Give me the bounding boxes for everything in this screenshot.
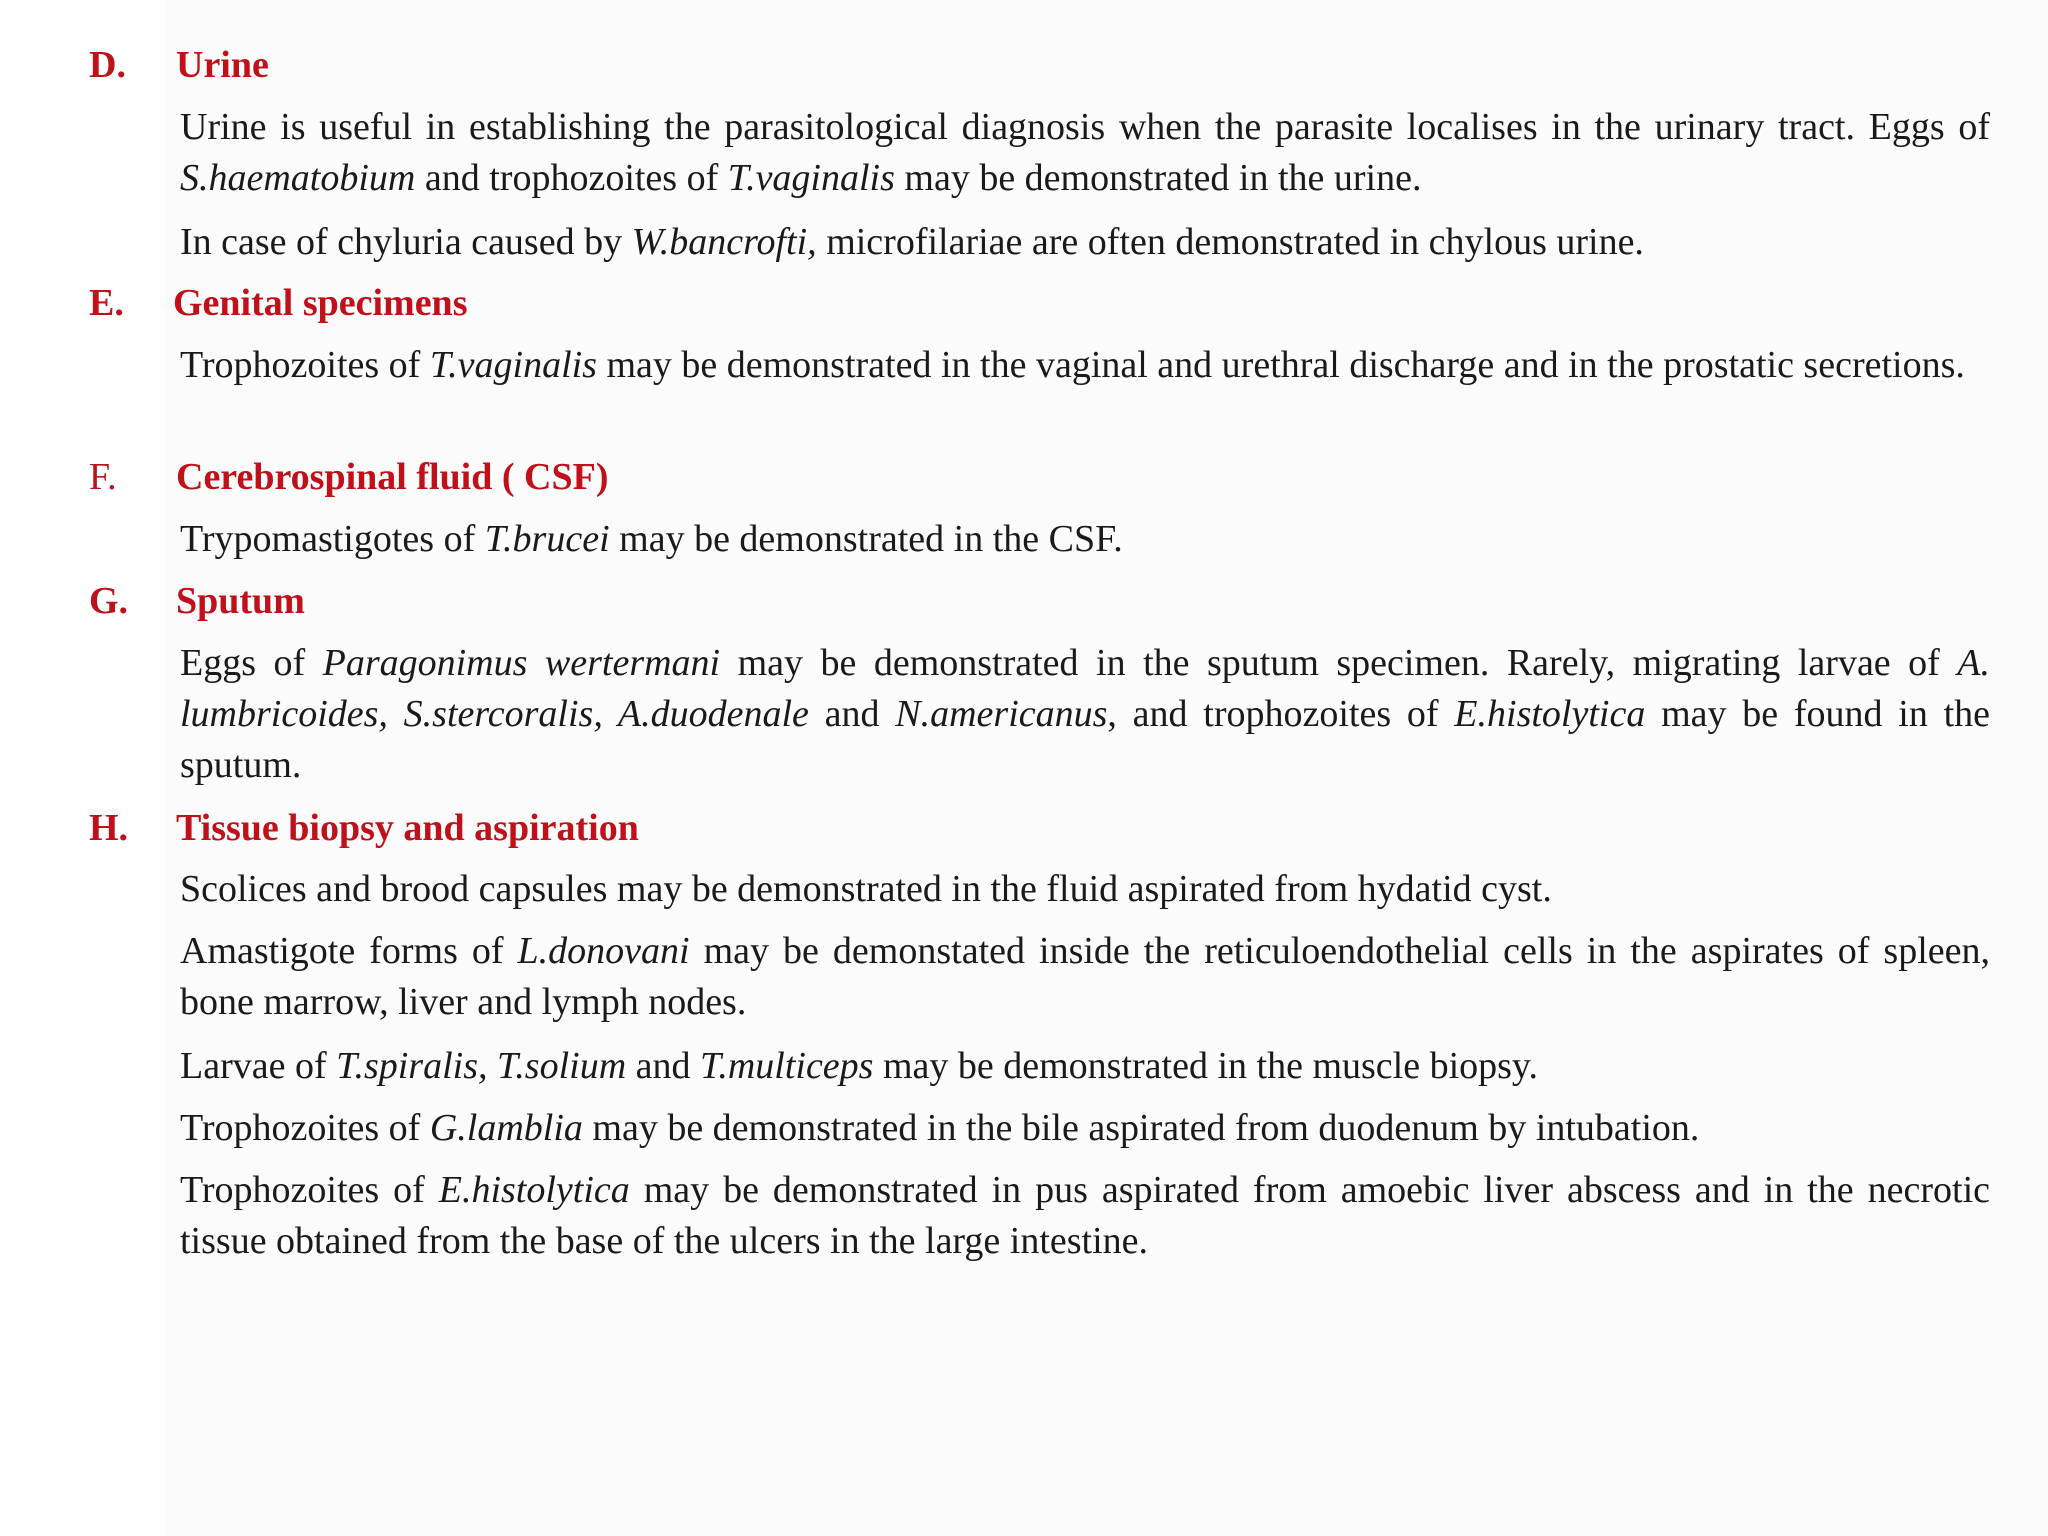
section-letter: E. xyxy=(89,282,124,324)
text-run: Trophozoites of xyxy=(180,344,430,386)
section-heading-csf xyxy=(89,454,608,500)
text-run: and trophozoites of xyxy=(415,157,728,199)
text-run: may be demonstated inside the reticuloendothelial cells in the aspirates of spleen, bone marrow, liver and lymph nodes. xyxy=(180,930,1990,1023)
section-heading-tissue-biopsy xyxy=(89,805,639,851)
paragraph xyxy=(180,217,1990,268)
text-run: may be demonstrated in the muscle biopsy. xyxy=(873,1045,1538,1087)
italic-species-name: T.vaginalis xyxy=(727,157,895,199)
section-letter: G. xyxy=(89,580,129,622)
paragraph xyxy=(180,1041,1990,1092)
section-letter: F. xyxy=(89,456,117,498)
text-run: microfilariae are often demonstrated in chylous urine. xyxy=(816,221,1644,263)
text-run: , and trophozoites of xyxy=(1107,693,1455,735)
text-run: Trypomastigotes of xyxy=(180,518,485,560)
paragraph xyxy=(180,514,1990,565)
italic-species-name: S.haematobium xyxy=(180,157,416,199)
text-run: may be demonstrated in the urine. xyxy=(894,157,1422,199)
italic-species-name: E.histolytica xyxy=(438,1169,630,1211)
text-run: may be demonstrated in the CSF. xyxy=(609,518,1123,560)
section-letter: D. xyxy=(89,44,126,86)
text-run: may be demonstrated in the vaginal and urethral discharge and in the prostatic secretions. xyxy=(596,344,1965,386)
text-run: Eggs of xyxy=(180,642,323,684)
italic-species-name: Paragonimus wertermani xyxy=(322,642,721,684)
section-letter: H. xyxy=(89,807,129,849)
italic-species-name: T.vaginalis xyxy=(429,344,597,386)
italic-species-name: N.americanus xyxy=(895,693,1108,735)
text-run: Trophozoites of xyxy=(180,1107,430,1149)
paragraph xyxy=(180,1103,1990,1154)
text-run: may be demonstrated in the sputum specimen. Rarely, migrating larvae of xyxy=(720,642,1958,684)
text-run: may be demonstrated in the bile aspirated from duodenum by intubation. xyxy=(582,1107,1700,1149)
text-run: and xyxy=(808,693,896,735)
text-run: Amastigote forms of xyxy=(180,930,518,972)
section-title: Genital specimens xyxy=(173,282,468,324)
text-run: Scolices and brood capsules may be demonstrated in the fluid aspirated from hydatid cyst. xyxy=(180,868,1552,910)
paragraph xyxy=(180,1165,1990,1267)
paragraph xyxy=(180,102,1990,204)
text-run: Urine is useful in establishing the parasitological diagnosis when the parasite localises in the urinary tract. Eggs of xyxy=(180,106,1990,148)
text-run: and xyxy=(626,1045,701,1087)
text-run: Larvae of xyxy=(180,1045,337,1087)
text-run: In case of chyluria caused by xyxy=(180,221,632,263)
italic-species-name: T.brucei xyxy=(484,518,610,560)
italic-species-name: W.bancrofti, xyxy=(631,221,817,263)
text-run: Trophozoites of xyxy=(180,1169,439,1211)
section-title: Sputum xyxy=(176,580,305,622)
italic-species-name: T.spiralis, T.solium xyxy=(336,1045,627,1087)
section-heading-genital-specimens xyxy=(89,280,467,326)
italic-species-name: G.lamblia xyxy=(429,1107,583,1149)
text-run: may be found in the sputum. xyxy=(180,693,1990,786)
paragraph xyxy=(180,926,1990,1028)
section-title: Tissue biopsy and aspiration xyxy=(176,807,639,849)
paragraph xyxy=(180,864,1990,915)
italic-species-name: L.donovani xyxy=(517,930,690,972)
italic-species-name: T.multiceps xyxy=(700,1045,874,1087)
italic-species-name: E.histolytica xyxy=(1454,693,1646,735)
section-title: Cerebrospinal fluid ( CSF) xyxy=(176,456,609,498)
section-title: Urine xyxy=(176,44,269,86)
text-run: may be demonstrated in pus aspirated from amoebic liver abscess and in the necrotic tissue obtained from the base of the ulcers in the large intestine. xyxy=(180,1169,1990,1262)
section-heading-sputum xyxy=(89,578,305,624)
paragraph xyxy=(180,340,1990,391)
italic-species-name: A. lumbricoides, S.stercoralis, A.duodenale xyxy=(180,642,1991,735)
section-heading-urine xyxy=(89,42,269,88)
paragraph xyxy=(180,638,1990,791)
